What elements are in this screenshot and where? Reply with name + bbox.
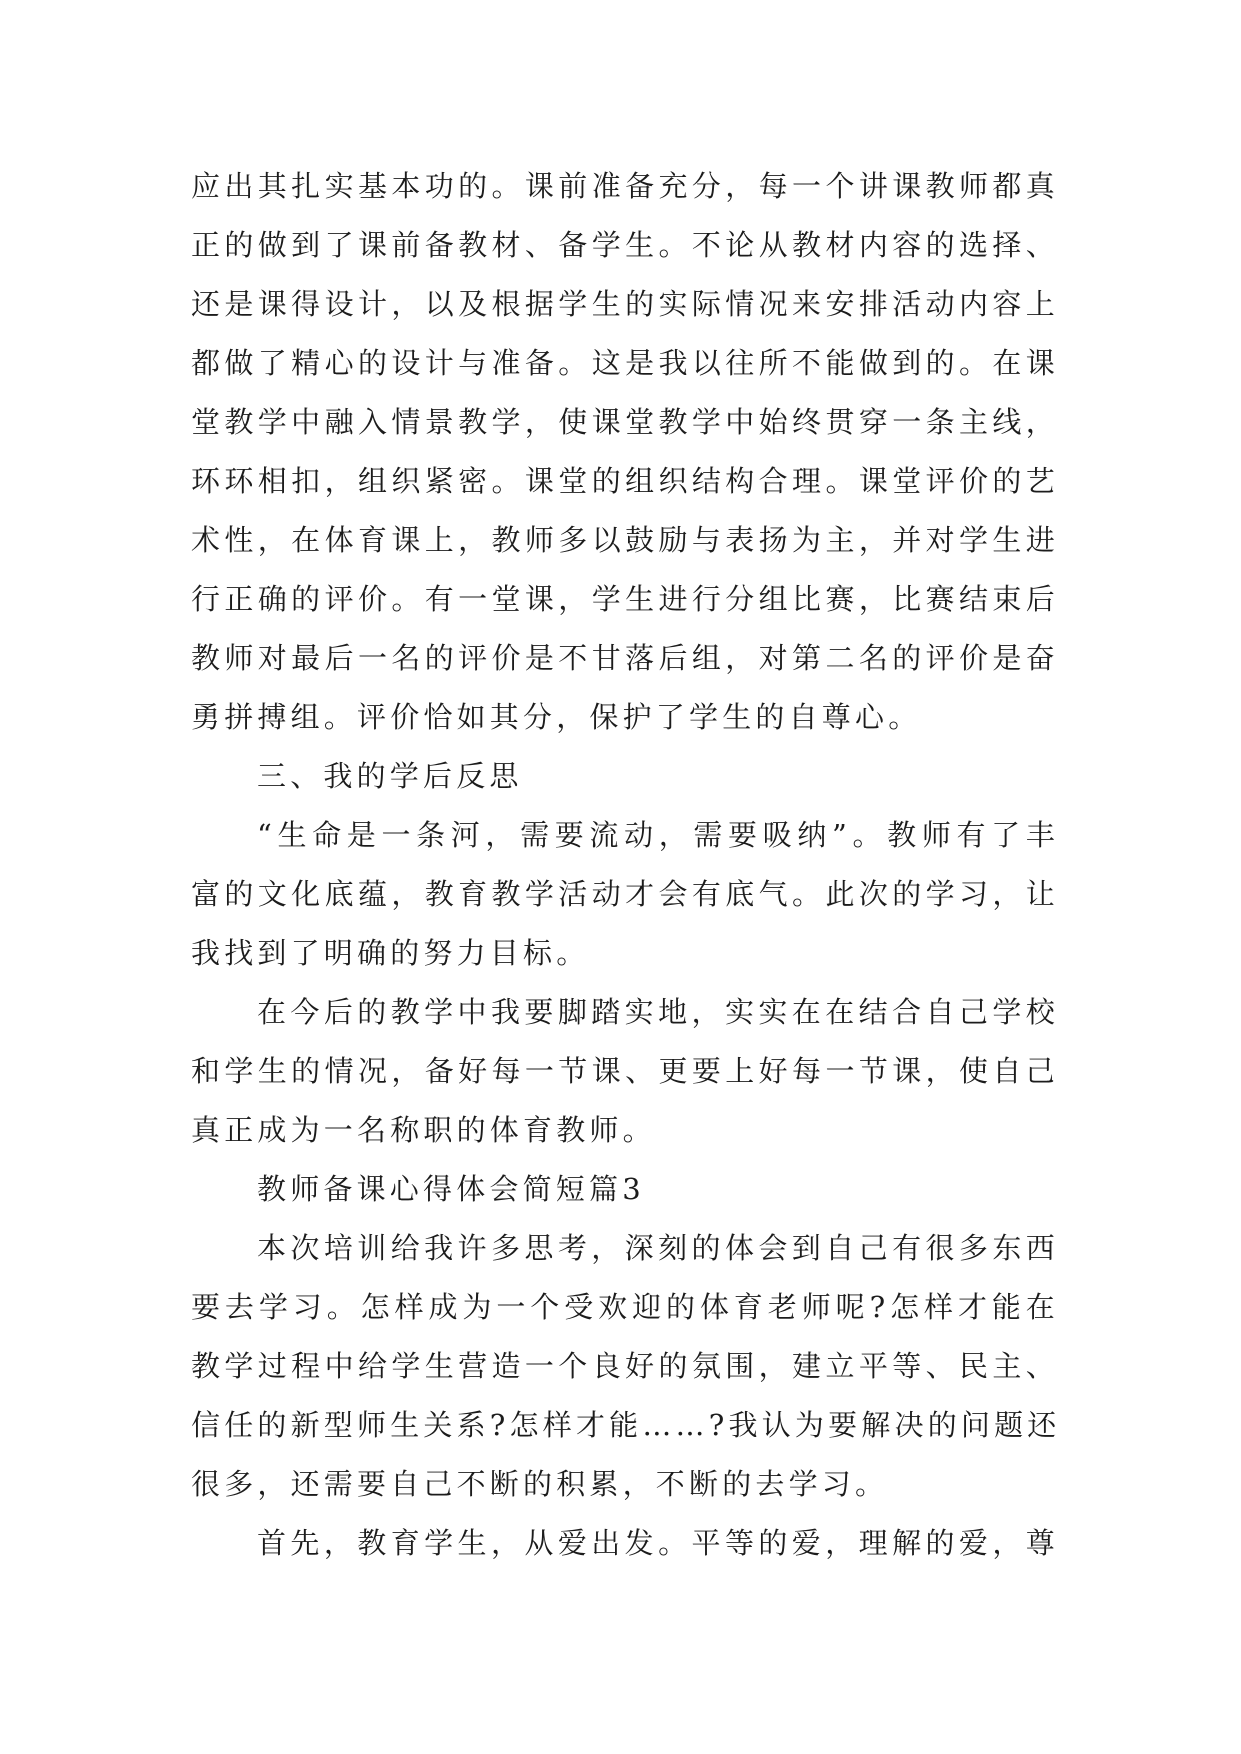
document-body [191, 157, 1059, 1573]
paragraph-line: 环环相扣，组织紧密。课堂的组织结构合理。课堂评价的艺 [191, 464, 1059, 498]
paragraph [191, 157, 1059, 747]
paragraph-line: 应出其扎实基本功的。课前准备充分，每一个讲课教师都真 [191, 169, 1059, 203]
paragraph [191, 1514, 1059, 1573]
paragraph-line: 我找到了明确的努力目标。 [191, 936, 590, 970]
section-heading: 三、我的学后反思 [257, 759, 523, 793]
paragraph-line: 勇拼搏组。评价恰如其分，保护了学生的自尊心。 [191, 700, 922, 734]
paragraph-line: 正的做到了课前备教材、备学生。不论从教材内容的选择、 [191, 228, 1059, 262]
paragraph-line: 都做了精心的设计与准备。这是我以往所不能做到的。在课 [191, 346, 1059, 380]
paragraph-line: 富的文化底蕴，教育教学活动才会有底气。此次的学习，让 [191, 877, 1059, 911]
paragraph [191, 806, 1059, 983]
paragraph [191, 1219, 1059, 1514]
paragraph-line: 行正确的评价。有一堂课，学生进行分组比赛，比赛结束后 [191, 582, 1059, 616]
paragraph-line: 在今后的教学中我要脚踏实地，实实在在结合自己学校 [257, 995, 1059, 1029]
paragraph-line: 堂教学中融入情景教学，使课堂教学中始终贯穿一条主线， [191, 405, 1059, 439]
paragraph-line: 很多，还需要自己不断的积累，不断的去学习。 [191, 1467, 889, 1501]
paragraph-line: 术性，在体育课上，教师多以鼓励与表扬为主，并对学生进 [191, 523, 1059, 557]
paragraph-line: 信任的新型师生关系?怎样才能……?我认为要解决的问题还 [191, 1408, 1061, 1442]
paragraph-line: 和学生的情况，备好每一节课、更要上好每一节课，使自己 [191, 1054, 1059, 1088]
paragraph-line: 本次培训给我许多思考，深刻的体会到自己有很多东西 [257, 1231, 1059, 1265]
paragraph [191, 983, 1059, 1160]
paragraph-line: 教师对最后一名的评价是不甘落后组，对第二名的评价是奋 [191, 641, 1059, 675]
paragraph-line: 还是课得设计，以及根据学生的实际情况来安排活动内容上 [191, 287, 1059, 321]
paragraph-line: 要去学习。怎样成为一个受欢迎的体育老师呢?怎样才能在 [191, 1290, 1059, 1324]
paragraph-line: 教学过程中给学生营造一个良好的氛围，建立平等、民主、 [191, 1349, 1059, 1383]
paragraph-line: “生命是一条河，需要流动，需要吸纳”。教师有了丰 [257, 818, 1059, 852]
paragraph-line: 真正成为一名称职的体育教师。 [191, 1113, 656, 1147]
paragraph-line: 首先，教育学生，从爱出发。平等的爱，理解的爱，尊 [257, 1526, 1059, 1560]
article-title: 教师备课心得体会简短篇3 [257, 1172, 645, 1206]
